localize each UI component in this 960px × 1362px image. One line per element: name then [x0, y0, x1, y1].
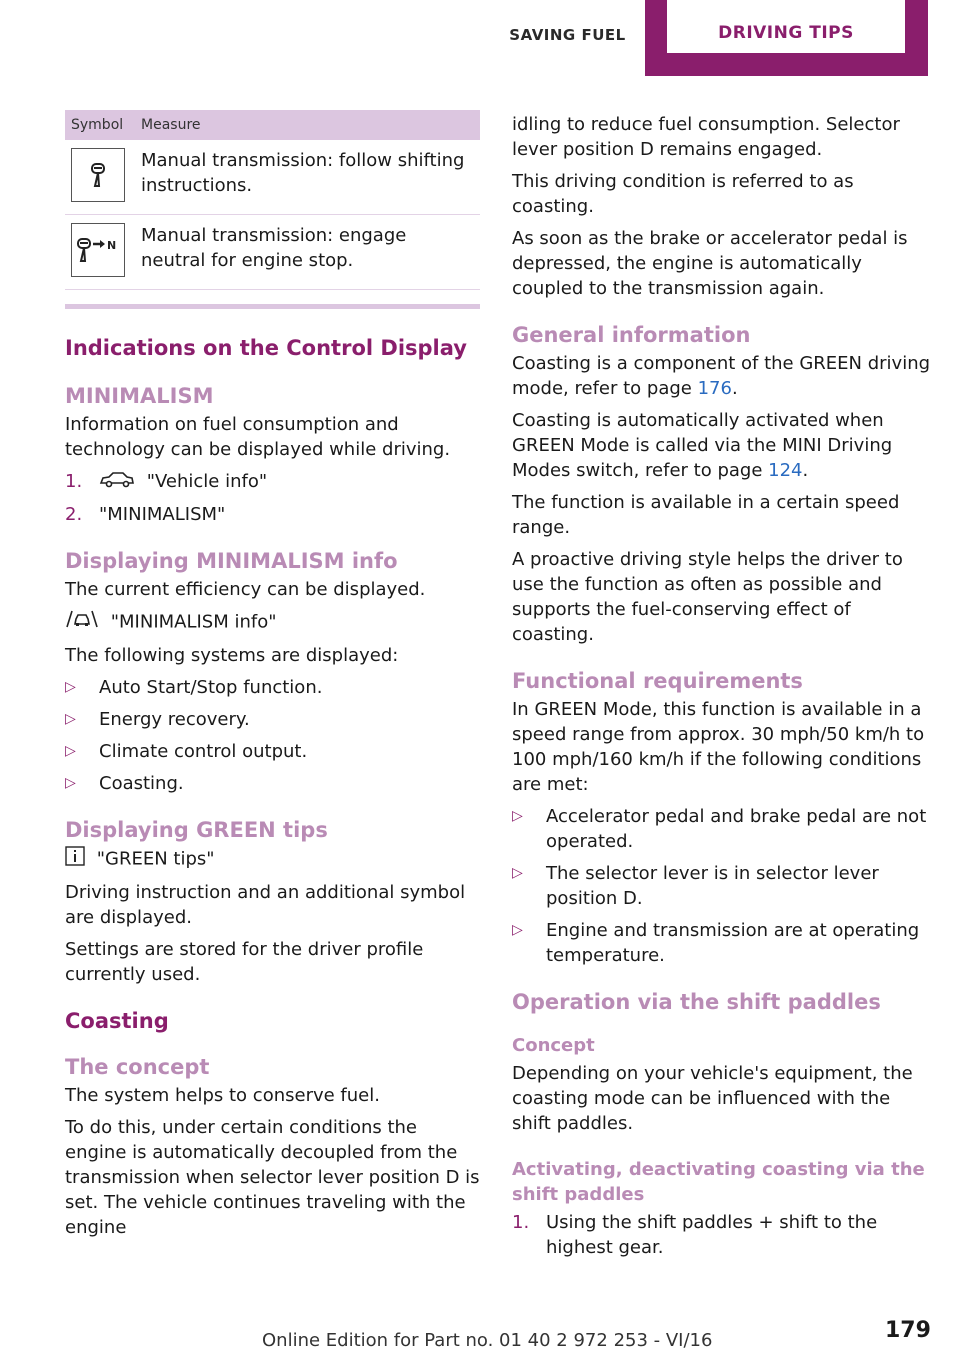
info-icon [65, 846, 85, 873]
table-row [65, 140, 480, 215]
list-item: ▷ Coasting. [65, 772, 184, 794]
paragraph: The following systems are displayed: [65, 644, 399, 666]
road-car-icon [65, 609, 99, 636]
paragraph: Information on fuel consumption and technology can be displayed while driving. [65, 414, 451, 460]
shift-lever-neutral-icon [71, 223, 125, 277]
heading-green-tips: Displaying GREEN tips [65, 817, 328, 842]
paragraph: Driving instruction and an additional symbol are displayed. [65, 881, 466, 928]
page-reference-link[interactable]: 176 [697, 378, 732, 399]
left-column [65, 110, 480, 1247]
heading-concept-sub: Concept [512, 1035, 595, 1056]
list-item: ▷ Climate control output. [65, 740, 308, 762]
table-cell-measure: Manual transmission: engage neutral for engine stop. [135, 215, 480, 290]
steps-list [65, 469, 480, 527]
paragraph: idling to reduce fuel consumption. Selector lever position D remains engaged. [512, 114, 900, 160]
vehicle-icon [99, 470, 135, 495]
triangle-bullet-icon: ▷ [65, 678, 76, 695]
paragraph: The function is available in a certain speed range. [512, 492, 900, 538]
symbol-column-header: Symbol [65, 110, 135, 140]
symbol-table [65, 110, 480, 290]
paragraph: Settings are stored for the driver profile currently used. [65, 938, 424, 985]
paragraph: This driving condition is referred to as coasting. [512, 171, 854, 217]
svg-text:N: N [107, 239, 117, 252]
steps-list [512, 1210, 932, 1260]
paragraph: To do this, under certain conditions the engine is automatically decoupled from the transmission when selector lever position D is set. The vehicle continues traveling with the engine [65, 1116, 480, 1238]
step-text: Using the shift paddles + shift to the highest gear. [546, 1212, 878, 1258]
list-item: ▷ Auto Start/Stop function. [65, 676, 323, 698]
heading-concept: The concept [65, 1054, 210, 1079]
page-reference-link[interactable]: 124 [768, 460, 803, 481]
table-cell-measure: Manual transmission: follow shifting instructions. [135, 140, 480, 215]
heading-activating-coasting: Activating, deactivating coasting via the shift paddles [512, 1159, 925, 1205]
header-section [490, 0, 645, 76]
heading-functional-requirements: Functional requirements [512, 669, 803, 693]
shift-lever-icon [71, 148, 125, 202]
header-chapter-tab [645, 0, 928, 76]
heading-operation-shift-paddles: Operation via the shift paddles [512, 990, 881, 1014]
heading-coasting: Coasting [65, 1008, 169, 1033]
triangle-bullet-icon: ▷ [512, 922, 523, 938]
triangle-bullet-icon: ▷ [65, 742, 76, 759]
page-number: 179 [885, 1318, 931, 1343]
table-row [65, 215, 480, 290]
list-item: ▷ Energy recovery. [65, 708, 250, 730]
step-number: 1. [65, 471, 83, 492]
menu-label: "MINIMALISM info" [110, 611, 277, 632]
heading-control-display: Indications on the Control Display [65, 336, 467, 360]
list-item [65, 502, 480, 527]
right-column [512, 112, 932, 1267]
step-text: "Vehicle info" [146, 471, 268, 492]
triangle-bullet-icon: ▷ [65, 774, 76, 791]
conditions-list [512, 804, 932, 968]
list-item [65, 469, 480, 495]
paragraph: Coasting is a component of the GREEN driving mode, refer to page 176. [512, 353, 931, 399]
menu-label: "GREEN tips" [96, 848, 215, 869]
heading-minimalism: MINIMALISM [65, 384, 214, 408]
paragraph: A proactive driving style helps the driver to use the function as often as possible and supports the fuel-conserving effect of coasting. [512, 549, 903, 645]
measure-column-header: Measure [135, 110, 480, 140]
header-section-label: SAVING FUEL [509, 26, 626, 44]
paragraph: In GREEN Mode, this function is available in a speed range from approx. 30 mph/50 km/h to 100 mph/160 km/h if the following conditions are met: [512, 699, 925, 795]
heading-general-information: General information [512, 323, 751, 347]
paragraph: As soon as the brake or accelerator pedal is depressed, the engine is automatically coupled to the transmission again. [512, 228, 908, 299]
heading-displaying-minimalism: Displaying MINIMALISM info [65, 548, 398, 573]
step-number: 1. [512, 1212, 530, 1233]
section-divider [65, 304, 480, 309]
triangle-bullet-icon: ▷ [512, 808, 523, 824]
header-chapter-label: DRIVING TIPS [718, 23, 854, 43]
paragraph: The system helps to conserve fuel. [65, 1084, 380, 1106]
systems-list [65, 675, 480, 796]
triangle-bullet-icon: ▷ [65, 710, 76, 727]
paragraph: Coasting is automatically activated when GREEN Mode is called via the MINI Driving Modes switch, refer to page 124. [512, 410, 893, 481]
edition-label: Online Edition for Part no. 01 40 2 972 253 - VI/16 [262, 1330, 713, 1351]
list-item [512, 1210, 932, 1260]
list-item: ▷ Engine and transmission are at operating temperature. [512, 920, 920, 966]
list-item: ▷ The selector lever is in selector lever position D. [512, 863, 879, 909]
paragraph: Depending on your vehicle's equipment, the coasting mode can be influenced with the shift paddles. [512, 1063, 913, 1134]
list-item: ▷ Accelerator pedal and brake pedal are not operated. [512, 806, 927, 852]
triangle-bullet-icon: ▷ [512, 865, 523, 881]
page-footer [0, 1318, 960, 1362]
paragraph: The current efficiency can be displayed. [65, 578, 426, 600]
step-number: 2. [65, 503, 83, 525]
step-text: "MINIMALISM" [99, 503, 226, 525]
menu-path [65, 609, 480, 636]
menu-path [65, 846, 480, 873]
